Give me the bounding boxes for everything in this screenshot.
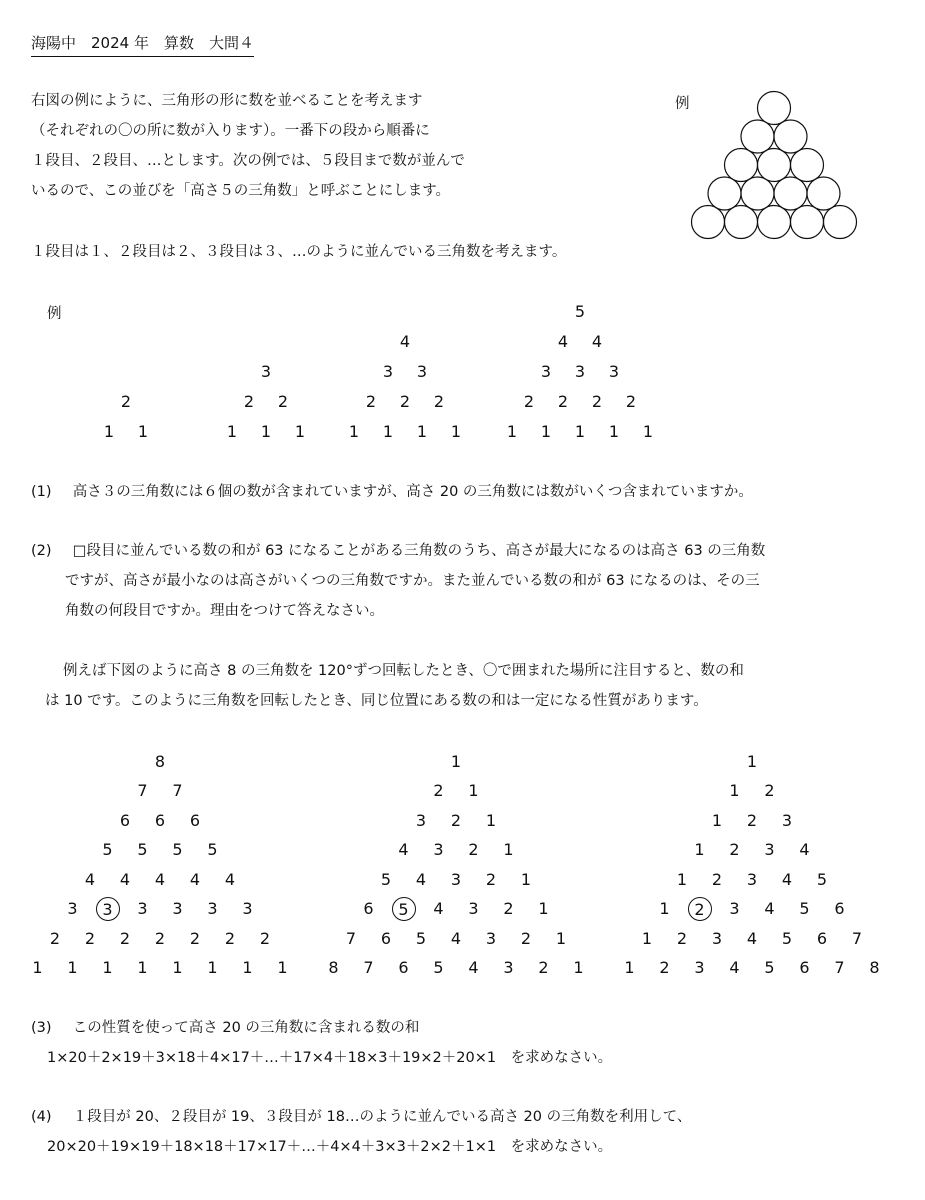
triangle-number: 4 xyxy=(591,332,603,351)
triangle-circle xyxy=(774,120,807,153)
triangle-number: 5 xyxy=(816,869,828,889)
triangle-number: 4 xyxy=(764,899,775,918)
triangle-number: 6 xyxy=(154,810,166,830)
triangle-number: 1 xyxy=(624,958,635,977)
circled-number: 5 xyxy=(392,897,416,921)
circled-number: 2 xyxy=(688,897,712,921)
triangle-number: 2 xyxy=(399,392,411,411)
circled-number: 3 xyxy=(96,897,120,921)
triangle-number: 3 xyxy=(503,958,514,977)
triangle-number: 3 xyxy=(450,869,462,889)
triangle-number: 8 xyxy=(869,958,880,977)
triangle-number: 3 xyxy=(137,899,148,918)
triangle-number: 1 xyxy=(242,958,253,977)
question-3-label: (3) xyxy=(31,1020,52,1036)
triangle-number: 3 xyxy=(746,869,758,889)
triangle-number: 1 xyxy=(468,781,479,800)
triangle-number: 6 xyxy=(363,899,374,918)
triangle-number: 4 xyxy=(729,958,740,977)
triangle-number: 2 xyxy=(365,392,377,411)
triangle-number: 4 xyxy=(799,840,810,859)
triangle-circle xyxy=(741,120,774,153)
triangle-circle xyxy=(824,206,857,239)
triangle-number: 5 xyxy=(574,302,586,321)
question-1-text: 高さ３の三角数には６個の数が含まれていますが、高さ 20 の三角数には数がいくつ含まれていますか。 xyxy=(72,484,753,500)
question-4 xyxy=(31,1102,691,1162)
triangle-number: 1 xyxy=(67,958,78,977)
triangle-number: 2 xyxy=(659,958,670,977)
triangle-number: 1 xyxy=(450,422,462,441)
triangle-number: 2 xyxy=(711,869,723,889)
triangle-number: 2 xyxy=(764,781,775,800)
triangle-number: 4 xyxy=(450,928,462,948)
triangle-number: 4 xyxy=(154,869,166,889)
triangle-number: 8 xyxy=(328,958,339,977)
triangle-number: 7 xyxy=(345,928,357,948)
triangle-circle xyxy=(692,206,725,239)
question-2-line: 角数の何段目ですか。理由をつけて答えなさい。 xyxy=(65,603,384,619)
triangle-number: 3 xyxy=(207,899,218,918)
triangle-circle xyxy=(758,92,791,125)
page-title: 海陽中 2024 年 算数 大問４ xyxy=(31,32,254,57)
triangle-number: 1 xyxy=(102,958,113,977)
triangle-number: 3 xyxy=(260,362,272,381)
triangle-number: 1 xyxy=(348,422,360,441)
question-3-line: この性質を使って高さ 20 の三角数に含まれる数の和 xyxy=(72,1020,420,1036)
triangle-number: 2 xyxy=(468,840,479,859)
question-2 xyxy=(31,536,765,626)
triangle-number: 2 xyxy=(503,899,514,918)
triangle-number: 1 xyxy=(642,422,654,441)
triangle-number: 1 xyxy=(32,958,43,977)
triangle-number: 4 xyxy=(399,332,411,351)
question-1-label: (1) xyxy=(31,484,52,500)
triangle-number: 1 xyxy=(416,422,428,441)
triangle-circle xyxy=(791,206,824,239)
triangle-circle xyxy=(725,149,758,182)
triangle-number: 3 xyxy=(416,362,428,381)
triangle-number: 3 xyxy=(67,899,78,918)
triangle-circle xyxy=(725,206,758,239)
triangle-number: 5 xyxy=(102,840,113,859)
question-2-label: (2) xyxy=(31,543,52,559)
triangle-number: 3 xyxy=(574,362,586,381)
triangle-number: 1 xyxy=(540,422,552,441)
triangle-number: 2 xyxy=(591,392,603,411)
triangle-number: 1 xyxy=(711,810,723,830)
triangle-number: 1 xyxy=(503,840,514,859)
triangle-number: 6 xyxy=(834,899,845,918)
triangle-number: 1 xyxy=(659,899,670,918)
triangle-number: 3 xyxy=(711,928,723,948)
triangle-number: 6 xyxy=(189,810,201,830)
triangle-number: 3 xyxy=(694,958,705,977)
triangle-number: 5 xyxy=(207,840,218,859)
triangle-number: 3 xyxy=(485,928,497,948)
triangle-number: 5 xyxy=(137,840,148,859)
triangle-number: 7 xyxy=(137,781,148,800)
triangle-number: 2 xyxy=(433,392,445,411)
triangle-number: 3 xyxy=(608,362,620,381)
triangle-number: 4 xyxy=(398,840,409,859)
question-1 xyxy=(31,477,753,507)
triangle-circle xyxy=(758,206,791,239)
rotation-note-line: は 10 です。このように三角数を回転したとき、同じ位置にある数の和は一定になる性質があります。 xyxy=(45,693,708,709)
triangle-number: 1 xyxy=(574,422,586,441)
triangle-number: 2 xyxy=(676,928,688,948)
triangle-circle xyxy=(791,149,824,182)
triangle-number: 6 xyxy=(799,958,810,977)
triangle-number: 2 xyxy=(277,392,289,411)
triangle-number: 1 xyxy=(520,869,532,889)
triangle-number: 1 xyxy=(608,422,620,441)
triangle-number: 3 xyxy=(468,899,479,918)
question-3-line: 1×20＋2×19＋3×18＋4×17＋…＋17×4＋18×3＋19×2＋20×1 を求めなさい。 xyxy=(47,1050,613,1066)
triangle-number: 4 xyxy=(468,958,479,977)
triangle-number: 2 xyxy=(189,928,201,948)
triangle-number: 5 xyxy=(380,869,392,889)
triangle-number: 3 xyxy=(382,362,394,381)
number-example-label: 例 xyxy=(47,306,62,322)
triangle-number: 7 xyxy=(834,958,845,977)
triangle-number: 4 xyxy=(119,869,131,889)
triangle-number: 2 xyxy=(259,928,271,948)
triangle-number: 1 xyxy=(729,781,740,800)
triangle-number: 3 xyxy=(540,362,552,381)
triangle-number: 3 xyxy=(415,810,427,830)
triangle-number: 6 xyxy=(119,810,131,830)
triangle-number: 1 xyxy=(450,751,462,771)
triangle-number: 1 xyxy=(137,422,149,441)
triangle-number: 1 xyxy=(260,422,272,441)
intro-line: １段目、２段目、…とします。次の例では、５段目まで数が並んで xyxy=(31,153,465,169)
triangle-number: 3 xyxy=(764,840,775,859)
intro-line: （それぞれの〇の所に数が入ります）。一番下の段から順番に xyxy=(31,123,430,139)
triangle-number: 1 xyxy=(641,928,653,948)
question-3 xyxy=(31,1013,612,1073)
triangle-number: 2 xyxy=(520,928,532,948)
triangle-number: 1 xyxy=(382,422,394,441)
circle-example-label: 例 xyxy=(675,96,690,112)
triangle-number: 7 xyxy=(172,781,183,800)
triangle-number: 6 xyxy=(816,928,828,948)
triangle-number: 3 xyxy=(781,810,793,830)
question-4-line: 20×20＋19×19＋18×18＋17×17＋…＋4×4＋3×3＋2×2＋1×1 を求めなさい。 xyxy=(47,1139,613,1155)
triangle-circle xyxy=(708,177,741,210)
question-4-label: (4) xyxy=(31,1109,52,1125)
triangle-number: 2 xyxy=(120,392,132,411)
triangle-number: 2 xyxy=(485,869,497,889)
triangle-number: 4 xyxy=(433,899,444,918)
triangle-number: 2 xyxy=(433,781,444,800)
triangle-number: 7 xyxy=(363,958,374,977)
triangle-number: 1 xyxy=(294,422,306,441)
triangle-number: 4 xyxy=(415,869,427,889)
question-2-line: □段目に並んでいる数の和が 63 になることがある三角数のうち、高さが最大になるのは高さ 63 の三角数 xyxy=(72,543,766,559)
triangle-number: 4 xyxy=(746,928,758,948)
triangle-number: 6 xyxy=(398,958,409,977)
triangle-number: 5 xyxy=(172,840,183,859)
triangle-number: 2 xyxy=(119,928,131,948)
triangle-number: 2 xyxy=(729,840,740,859)
triangle-number: 2 xyxy=(243,392,255,411)
intro-line: 右図の例にように、三角形の形に数を並べることを考えます xyxy=(31,93,423,109)
rotation-note xyxy=(31,656,744,716)
triangle-number: 2 xyxy=(224,928,236,948)
triangle-number: 1 xyxy=(103,422,115,441)
triangle-number: 1 xyxy=(694,840,705,859)
question-4-line: １段目が 20、２段目が 19、３段目が 18…のように並んでいる高さ 20 の三角数を利用して、 xyxy=(72,1109,692,1125)
triangle-number: 4 xyxy=(781,869,793,889)
triangle-number: 2 xyxy=(523,392,535,411)
triangle-circle xyxy=(741,177,774,210)
triangle-number: 6 xyxy=(380,928,392,948)
triangle-number: 8 xyxy=(154,751,166,771)
question-2-line: ですが、高さが最小なのは高さがいくつの三角数ですか。また並んでいる数の和が 63 になるのは、その三 xyxy=(65,573,760,589)
intro-line: いるので、この並びを「高さ５の三角数」と呼ぶことにします。 xyxy=(31,183,451,199)
triangle-circle xyxy=(774,177,807,210)
triangle-number: 3 xyxy=(729,899,740,918)
triangle-number: 2 xyxy=(450,810,462,830)
triangle-number: 2 xyxy=(154,928,166,948)
triangle-number: 5 xyxy=(415,928,427,948)
triangle-number: 1 xyxy=(226,422,238,441)
triangle-number: 3 xyxy=(433,840,444,859)
triangle-number: 1 xyxy=(555,928,567,948)
triangle-number: 2 xyxy=(538,958,549,977)
triangle-number: 1 xyxy=(137,958,148,977)
triangle-number: 5 xyxy=(433,958,444,977)
triangle-number: 7 xyxy=(851,928,863,948)
triangle-number: 1 xyxy=(485,810,497,830)
triangle-number: 1 xyxy=(172,958,183,977)
triangle-number: 5 xyxy=(799,899,810,918)
triangle-circle xyxy=(807,177,840,210)
triangle-number: 1 xyxy=(538,899,549,918)
triangle-circle xyxy=(758,149,791,182)
triangle-number: 4 xyxy=(84,869,96,889)
triangle-number: 2 xyxy=(84,928,96,948)
triangle-number: 5 xyxy=(764,958,775,977)
triangle-number: 3 xyxy=(242,899,253,918)
triangle-number: 4 xyxy=(224,869,236,889)
triangle-number: 2 xyxy=(49,928,61,948)
intro-line-2: １段目は１、２段目は２、３段目は３、…のように並んでいる三角数を考えます。 xyxy=(31,244,567,260)
triangle-number: 1 xyxy=(676,869,688,889)
triangle-number: 2 xyxy=(625,392,637,411)
triangle-number: 3 xyxy=(172,899,183,918)
rotation-note-line: 例えば下図のように高さ 8 の三角数を 120°ずつ回転したとき、〇で囲まれた場所に注目すると、数の和 xyxy=(63,663,744,679)
triangle-number: 1 xyxy=(746,751,758,771)
triangle-number: 1 xyxy=(277,958,288,977)
triangle-number: 4 xyxy=(557,332,569,351)
triangle-number: 2 xyxy=(746,810,758,830)
triangle-number: 1 xyxy=(207,958,218,977)
triangle-number: 4 xyxy=(189,869,201,889)
triangle-number: 5 xyxy=(781,928,793,948)
triangle-number: 1 xyxy=(573,958,584,977)
triangle-number: 2 xyxy=(557,392,569,411)
triangle-number: 1 xyxy=(506,422,518,441)
